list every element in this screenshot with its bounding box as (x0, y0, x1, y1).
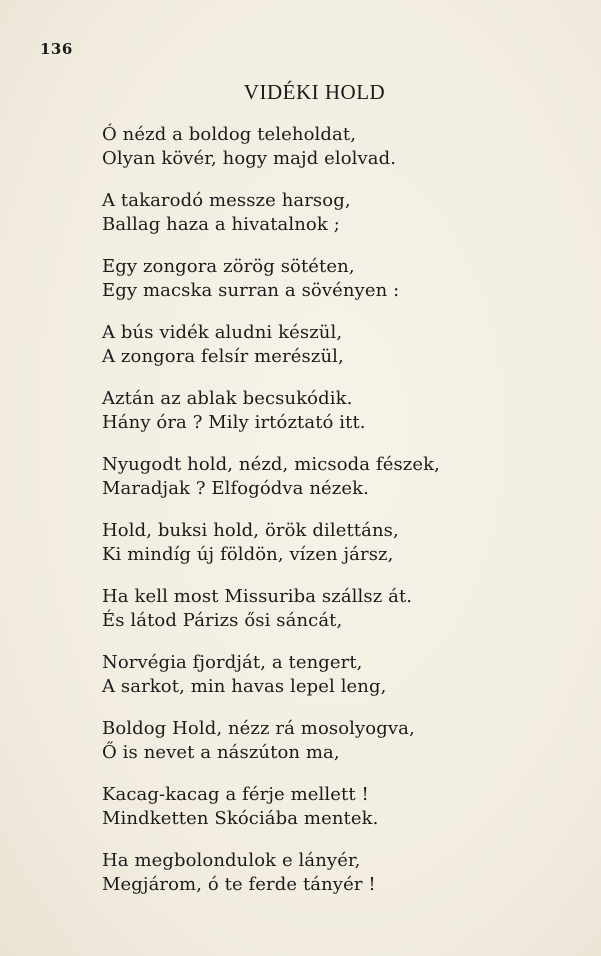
poem-line: Boldog Hold, nézz rá mosolyogva, (102, 718, 415, 739)
poem-title: VIDÉKI HOLD (243, 80, 386, 104)
stanza (102, 717, 572, 765)
poem-line: Olyan kövér, hogy majd elolvad. (102, 148, 397, 169)
poem-line: Ki mindíg új földön, vízen jársz, (102, 544, 394, 565)
poem-line: A zongora felsír merészül, (102, 346, 344, 367)
stanza (102, 783, 572, 831)
page-number: 136 (40, 40, 73, 58)
stanza (102, 651, 572, 699)
stanza (102, 585, 572, 633)
poem-line: Nyugodt hold, nézd, micsoda fészek, (102, 454, 440, 475)
poem-line: Norvégia fjordját, a tengert, (102, 652, 363, 673)
stanza (102, 519, 572, 567)
stanza (102, 453, 572, 501)
poem-line: A sarkot, min havas lepel leng, (102, 676, 387, 697)
stanza (102, 123, 572, 171)
poem-line: Ő is nevet a nászúton ma, (102, 742, 340, 763)
stanza (102, 849, 572, 897)
poem-body (102, 123, 572, 915)
poem-line: Ballag haza a hivatalnok ; (102, 214, 340, 235)
poem-line: Kacag-kacag a férje mellett ! (102, 784, 369, 805)
poem-line: És látod Párizs ősi sáncát, (102, 610, 343, 631)
poem-line: Ha kell most Missuriba szállsz át. (102, 586, 413, 607)
poem-line: Hold, buksi hold, örök dilettáns, (102, 520, 399, 541)
stanza (102, 387, 572, 435)
poem-line: A takarodó messze harsog, (102, 190, 351, 211)
poem-line: Megjárom, ó te ferde tányér ! (102, 874, 376, 895)
stanza (102, 255, 572, 303)
poem-line: Ha megbolondulok e lányér, (102, 850, 361, 871)
poem-line: Mindketten Skóciába mentek. (102, 808, 379, 829)
stanza (102, 189, 572, 237)
stanza (102, 321, 572, 369)
poem-line: Aztán az ablak becsukódik. (102, 388, 353, 409)
poem-line: Maradjak ? Elfogódva nézek. (102, 478, 369, 499)
poem-line: Egy macska surran a sövényen : (102, 280, 400, 301)
poem-line: Hány óra ? Mily irtóztató itt. (102, 412, 366, 433)
poem-line: Ó nézd a boldog teleholdat, (102, 124, 357, 145)
poem-line: Egy zongora zörög sötéten, (102, 256, 355, 277)
poem-line: A bús vidék aludni készül, (102, 322, 343, 343)
